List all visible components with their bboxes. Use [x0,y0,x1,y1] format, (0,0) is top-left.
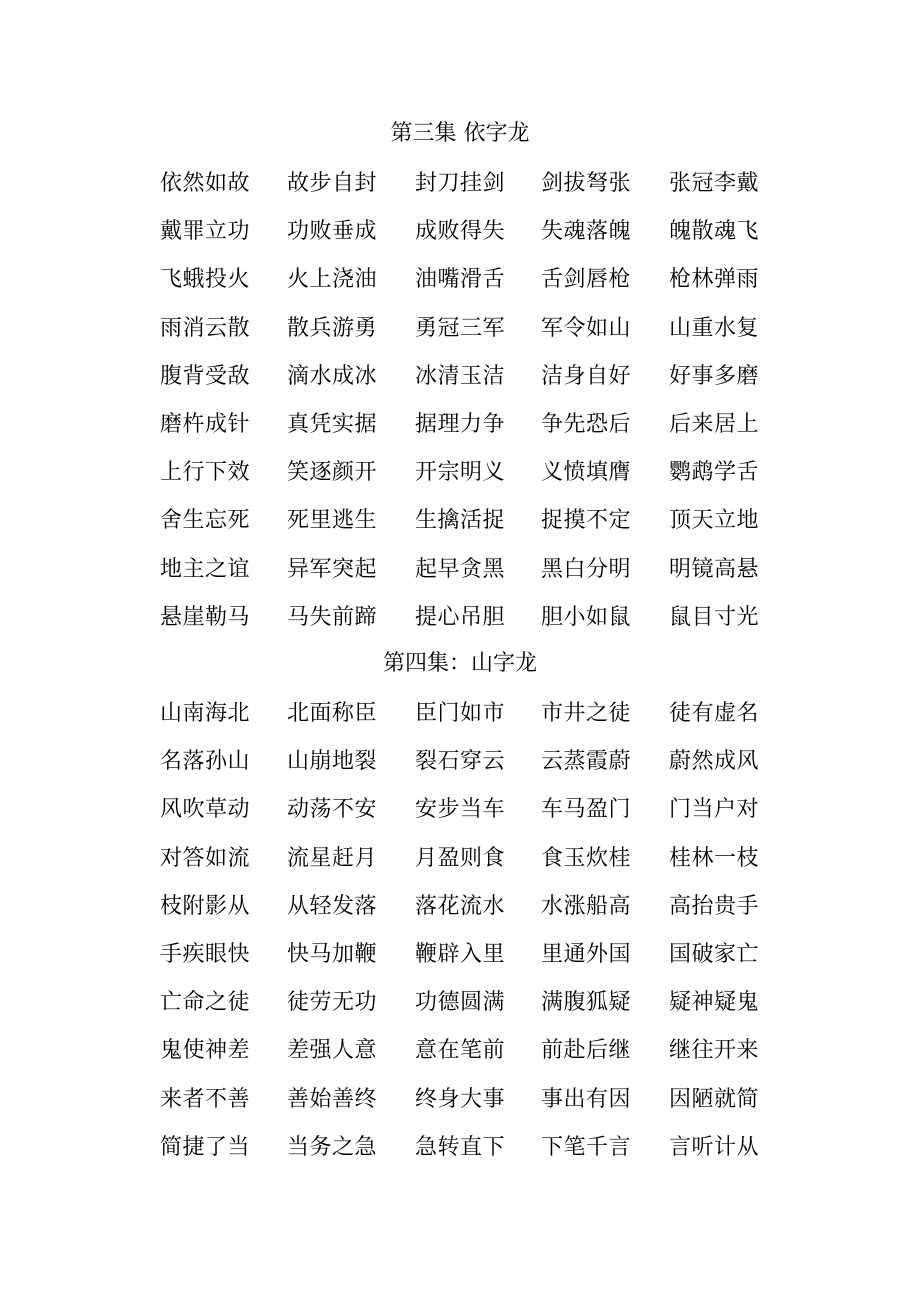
idiom-item: 北面称臣 [287,701,378,726]
idiom-item: 功败垂成 [287,219,378,244]
idiom-item: 功德圆满 [415,990,506,1015]
idiom-item: 云蒸霞蔚 [541,749,632,774]
idiom-item: 市井之徒 [541,701,632,726]
idiom-item: 鬼使神差 [160,1038,251,1063]
idiom-item: 桂林一枝 [669,846,760,871]
idiom-row [0,1133,920,1163]
idiom-item: 异军突起 [287,557,378,582]
idiom-item: 急转直下 [415,1135,506,1160]
idiom-item: 风吹草动 [160,797,251,822]
idiom-item: 剑拔弩张 [541,171,632,196]
idiom-row [0,265,920,295]
idiom-item: 鞭辟入里 [415,942,506,967]
idiom-item: 手疾眼快 [160,942,251,967]
idiom-item: 裂石穿云 [415,749,506,774]
idiom-item: 月盈则食 [415,846,506,871]
idiom-item: 顶天立地 [669,508,760,533]
idiom-row [0,458,920,488]
idiom-item: 安步当车 [415,797,506,822]
idiom-item: 高抬贵手 [669,894,760,919]
idiom-item: 差强人意 [287,1038,378,1063]
idiom-row [0,892,920,922]
idiom-item: 失魂落魄 [541,219,632,244]
idiom-item: 门当户对 [669,797,760,822]
idiom-item: 滴水成冰 [287,364,378,389]
idiom-item: 舌剑唇枪 [541,267,632,292]
idiom-item: 水涨船高 [541,894,632,919]
idiom-item: 国破家亡 [669,942,760,967]
idiom-row [0,844,920,874]
idiom-row [0,988,920,1018]
idiom-item: 后来居上 [669,412,760,437]
idiom-item: 落花流水 [415,894,506,919]
idiom-item: 开宗明义 [415,460,506,485]
idiom-row [0,1085,920,1115]
idiom-item: 对答如流 [160,846,251,871]
idiom-item: 前赴后继 [541,1038,632,1063]
idiom-item: 义愤填膺 [541,460,632,485]
idiom-item: 成败得失 [415,219,506,244]
idiom-item: 笑逐颜开 [287,460,378,485]
idiom-item: 从轻发落 [287,894,378,919]
idiom-item: 事出有因 [541,1087,632,1112]
idiom-item: 里通外国 [541,942,632,967]
idiom-item: 明镜高悬 [669,557,760,582]
idiom-item: 枪林弹雨 [669,267,760,292]
idiom-item: 死里逃生 [287,508,378,533]
idiom-item: 魄散魂飞 [669,219,760,244]
idiom-item: 善始善终 [287,1087,378,1112]
idiom-item: 臣门如市 [415,701,506,726]
idiom-item: 提心吊胆 [415,605,506,630]
idiom-item: 据理力争 [415,412,506,437]
idiom-item: 当务之急 [287,1135,378,1160]
section-title: 第三集 依字龙 [390,121,530,146]
idiom-row [0,410,920,440]
idiom-item: 飞蛾投火 [160,267,251,292]
idiom-item: 动荡不安 [287,797,378,822]
idiom-item: 争先恐后 [541,412,632,437]
idiom-item: 勇冠三军 [415,316,506,341]
idiom-item: 生擒活捉 [415,508,506,533]
idiom-item: 磨杵成针 [160,412,251,437]
idiom-item: 散兵游勇 [287,316,378,341]
idiom-row [0,699,920,729]
idiom-item: 油嘴滑舌 [415,267,506,292]
idiom-item: 山重水复 [669,316,760,341]
idiom-item: 亡命之徒 [160,990,251,1015]
idiom-item: 捉摸不定 [541,508,632,533]
idiom-item: 山南海北 [160,701,251,726]
idiom-row [0,314,920,344]
idiom-item: 快马加鞭 [287,942,378,967]
idiom-item: 疑神疑鬼 [669,990,760,1015]
idiom-item: 满腹狐疑 [541,990,632,1015]
idiom-item: 食玉炊桂 [541,846,632,871]
idiom-item: 上行下效 [160,460,251,485]
idiom-row [0,506,920,536]
idiom-row [0,795,920,825]
idiom-item: 军令如山 [541,316,632,341]
idiom-item: 张冠李戴 [669,171,760,196]
idiom-row [0,362,920,392]
idiom-item: 胆小如鼠 [541,605,632,630]
idiom-item: 来者不善 [160,1087,251,1112]
idiom-row [0,603,920,633]
idiom-item: 洁身自好 [541,364,632,389]
idiom-item: 马失前蹄 [287,605,378,630]
idiom-item: 徒有虚名 [669,701,760,726]
idiom-item: 枝附影从 [160,894,251,919]
idiom-row [0,1036,920,1066]
idiom-row [0,555,920,585]
idiom-item: 鹦鹉学舌 [669,460,760,485]
idiom-item: 言听计从 [669,1135,760,1160]
idiom-item: 名落孙山 [160,749,251,774]
idiom-row [0,217,920,247]
idiom-row [0,747,920,777]
idiom-item: 悬崖勒马 [160,605,251,630]
idiom-item: 故步自封 [287,171,378,196]
section-title: 第四集：山字龙 [382,651,537,676]
idiom-item: 真凭实据 [287,412,378,437]
idiom-item: 戴罪立功 [160,219,251,244]
idiom-item: 依然如故 [160,171,251,196]
idiom-item: 舍生忘死 [160,508,251,533]
idiom-item: 好事多磨 [669,364,760,389]
idiom-item: 蔚然成风 [669,749,760,774]
idiom-item: 腹背受敌 [160,364,251,389]
idiom-item: 徒劳无功 [287,990,378,1015]
idiom-item: 简捷了当 [160,1135,251,1160]
idiom-item: 下笔千言 [541,1135,632,1160]
idiom-item: 雨消云散 [160,316,251,341]
idiom-item: 地主之谊 [160,557,251,582]
idiom-item: 终身大事 [415,1087,506,1112]
idiom-item: 冰清玉洁 [415,364,506,389]
idiom-item: 封刀挂剑 [415,171,506,196]
idiom-item: 山崩地裂 [287,749,378,774]
idiom-item: 黑白分明 [541,557,632,582]
idiom-item: 因陋就简 [669,1087,760,1112]
idiom-item: 火上浇油 [287,267,378,292]
idiom-row [0,169,920,199]
idiom-item: 继往开来 [669,1038,760,1063]
idiom-item: 起早贪黑 [415,557,506,582]
idiom-item: 车马盈门 [541,797,632,822]
idiom-item: 意在笔前 [415,1038,506,1063]
idiom-item: 鼠目寸光 [669,605,760,630]
idiom-row [0,940,920,970]
idiom-item: 流星赶月 [287,846,378,871]
